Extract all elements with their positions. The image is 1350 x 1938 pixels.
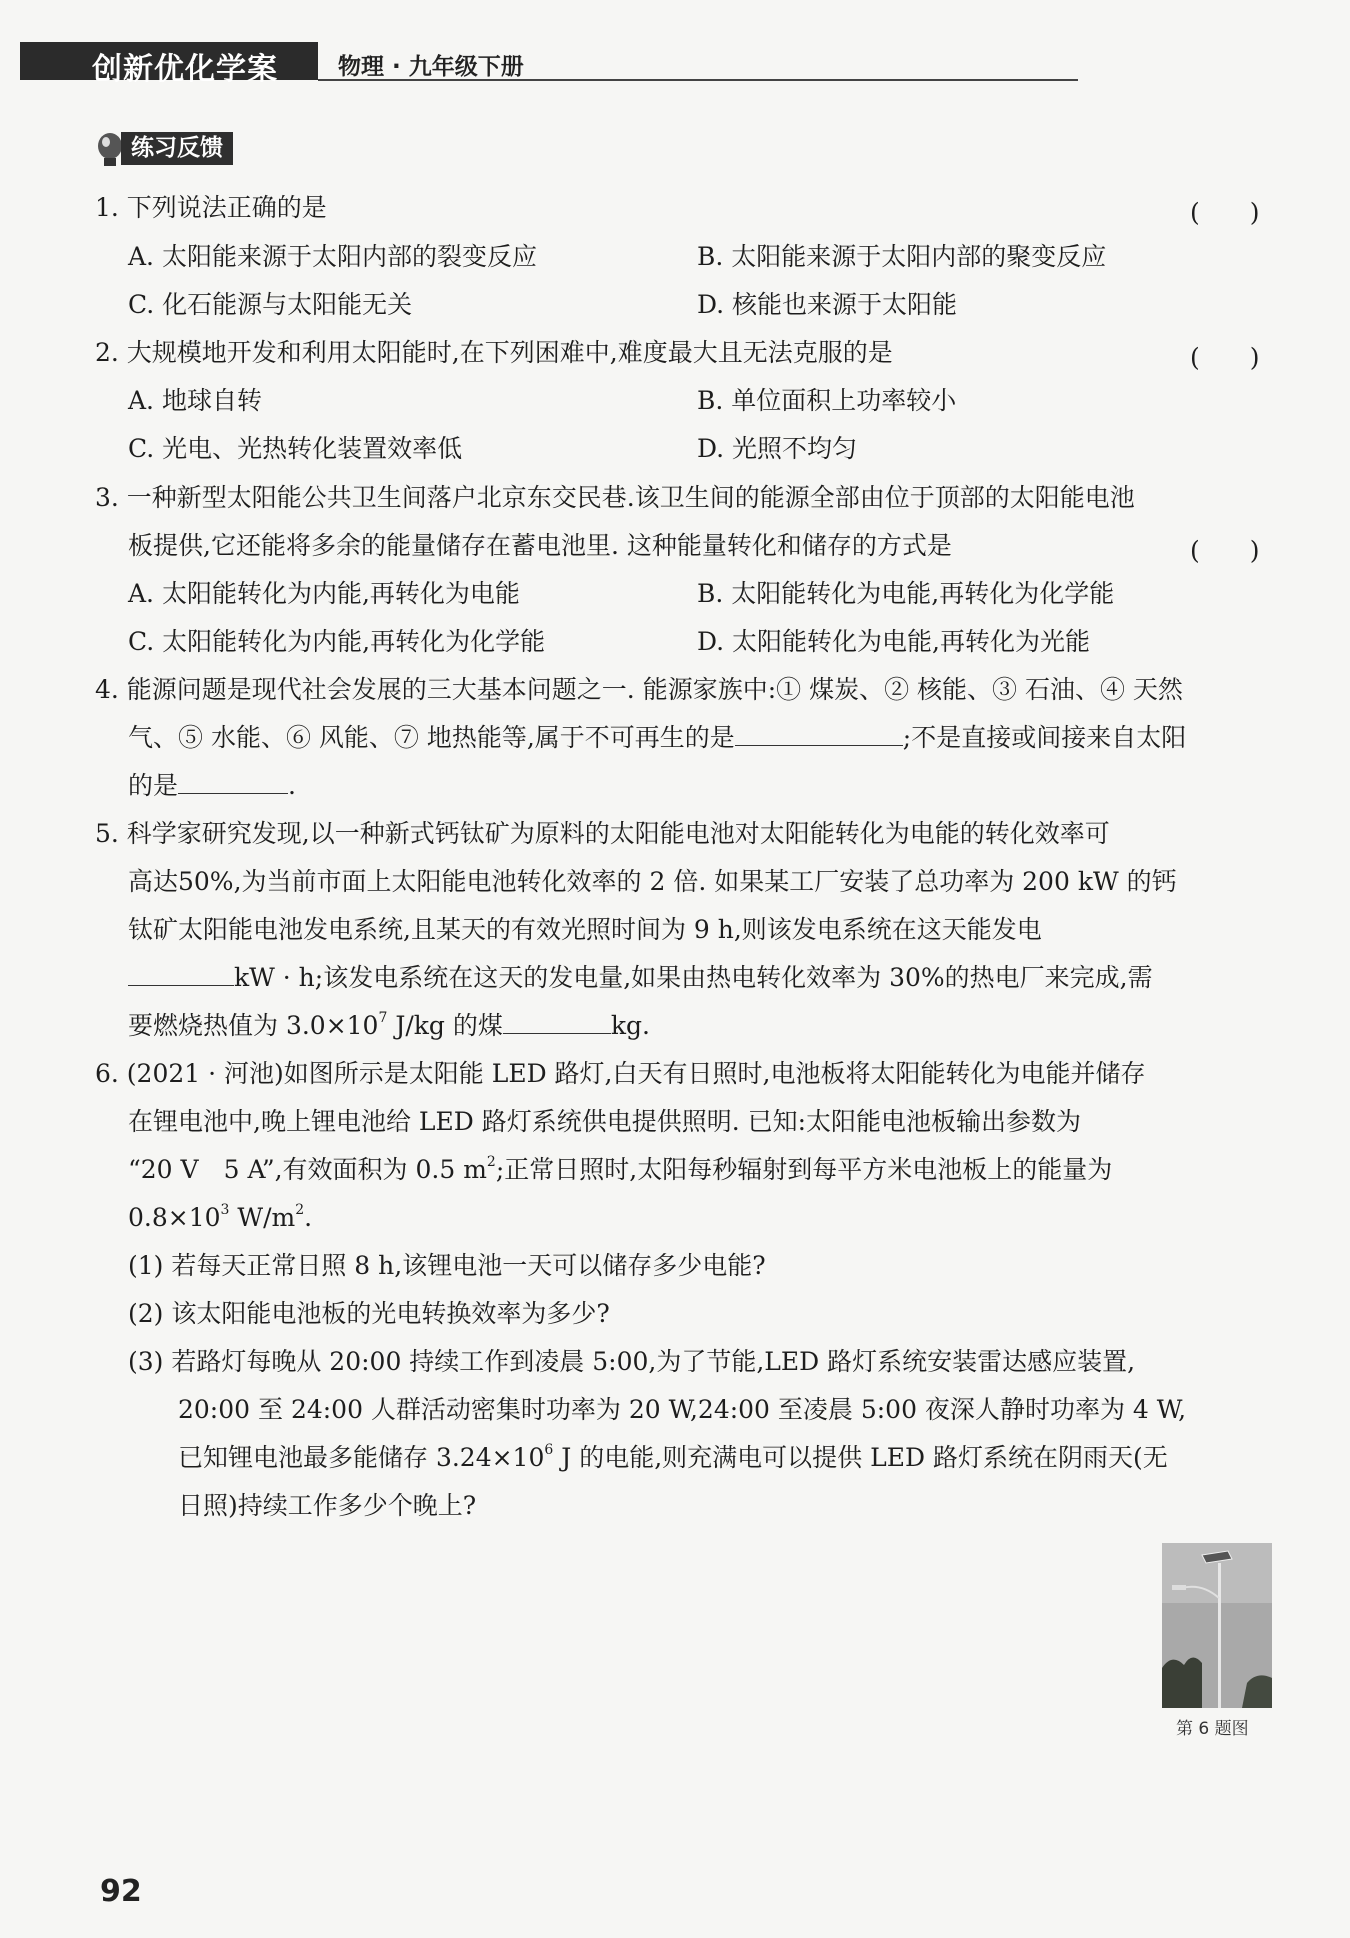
q4-blank-nonrenewable[interactable] (735, 723, 903, 746)
q6-line1: 6. (2021 · 河池)如图所示是太阳能 LED 路灯,白天有日照时,电池板将太阳能转化为电能并储存 (95, 1059, 1146, 1088)
q4-stem-line3 (128, 771, 296, 801)
q5-blank-coal[interactable] (503, 1011, 611, 1034)
q2-option-a: A. 地球自转 (128, 386, 262, 415)
q4-stem-line2 (128, 723, 1186, 753)
q6-line3-exponent: 2 (486, 1154, 496, 1170)
q3-option-b: B. 太阳能转化为电能,再转化为化学能 (697, 579, 1115, 608)
q2-stem: 2. 大规模地开发和利用太阳能时,在下列困难中,难度最大且无法克服的是 (95, 338, 893, 367)
q5-line5 (128, 1011, 650, 1041)
q6-sub3-line3-text-b: J 的电能,则充满电可以提供 LED 路灯系统在阴雨天(无 (553, 1443, 1168, 1472)
q5-line3: 钛矿太阳能电池发电系统,且某天的有效光照时间为 9 h,则该发电系统在这天能发电 (128, 915, 1042, 944)
q6-line4-text-c: . (304, 1203, 313, 1232)
q1-option-a: A. 太阳能来源于太阳内部的裂变反应 (128, 242, 537, 271)
q5-blank-energy[interactable] (128, 963, 234, 986)
q1-option-b: B. 太阳能来源于太阳内部的聚变反应 (697, 242, 1107, 271)
q6-sub3-line3-text-a: 已知锂电池最多能储存 3.24×10 (178, 1443, 545, 1472)
q5-line4-text: kW · h;该发电系统在这天的发电量,如果由热电转化效率为 30%的热电厂来完成,需 (234, 963, 1153, 992)
q6-sub3-line3 (178, 1443, 1168, 1473)
q5-line4 (128, 963, 1153, 993)
q6-line4-exponent: 3 (220, 1202, 230, 1218)
page-number: 92 (100, 1874, 142, 1909)
q6-line3 (128, 1155, 1112, 1185)
q6-line4-text-b: W/m (229, 1203, 296, 1232)
q6-line4-text-a: 0.8×10 (128, 1203, 221, 1232)
header (20, 42, 1040, 87)
header-rule (318, 79, 1078, 81)
q2-option-b: B. 单位面积上功率较小 (697, 386, 957, 415)
q3-stem-line1: 3. 一种新型太阳能公共卫生间落户北京东交民巷.该卫生间的能源全部由位于顶部的太阳能电池 (95, 483, 1135, 512)
q4-line3-text-b: . (288, 771, 296, 800)
q6-sub2: (2) 该太阳能电池板的光电转换效率为多少? (128, 1299, 610, 1328)
q2-option-c: C. 光电、光热转化装置效率低 (128, 434, 463, 463)
q4-stem-line1: 4. 能源问题是现代社会发展的三大基本问题之一. 能源家族中:① 煤炭、② 核能、③ 石油、④ 天然 (95, 675, 1183, 704)
q5-line2: 高达50%,为当前市面上太阳能电池转化效率的 2 倍. 如果某工厂安装了总功率为 200 kW 的钙 (128, 867, 1177, 896)
q6-sub1: (1) 若每天正常日照 8 h,该锂电池一天可以储存多少电能? (128, 1251, 766, 1280)
q3-option-a: A. 太阳能转化为内能,再转化为电能 (128, 579, 520, 608)
q3-option-c: C. 太阳能转化为内能,再转化为化学能 (128, 627, 546, 656)
q3-stem-line2: 板提供,它还能将多余的能量储存在蓄电池里. 这种能量转化和储存的方式是 (128, 531, 952, 560)
q1-stem: 1. 下列说法正确的是 (95, 193, 327, 222)
q4-line2-text-b: ;不是直接或间接来自太阳 (902, 723, 1187, 752)
q5-line5-exponent: 7 (378, 1010, 388, 1026)
book-title: 物理 · 九年级下册 (338, 54, 524, 80)
q6-sub3-line4: 日照)持续工作多少个晚上? (178, 1491, 477, 1520)
q2-answer-paren: ( ) (1190, 343, 1260, 372)
q5-line5-text-a: 要燃烧热值为 3.0×10 (128, 1011, 379, 1040)
q2-option-d: D. 光照不均匀 (697, 434, 858, 463)
q1-option-c: C. 化石能源与太阳能无关 (128, 290, 413, 319)
q3-answer-paren: ( ) (1190, 536, 1260, 565)
section-title: 练习反馈 (121, 132, 233, 165)
q6-sub3-line1: (3) 若路灯每晚从 20:00 持续工作到凌晨 5:00,为了节能,LED 路灯系统安装雷达感应装置, (128, 1347, 1136, 1376)
brand-title: 创新优化学案 (92, 52, 278, 87)
q1-option-d: D. 核能也来源于太阳能 (697, 290, 958, 319)
q6-line3-text-b: ;正常日照时,太阳每秒辐射到每平方米电池板上的能量为 (495, 1155, 1113, 1184)
street-light-photo (1162, 1543, 1272, 1708)
q5-line5-text-c: kg. (610, 1011, 650, 1040)
q5-line1: 5. 科学家研究发现,以一种新式钙钛矿为原料的太阳能电池对太阳能转化为电能的转化效率可 (95, 819, 1110, 848)
q4-blank-not-solar[interactable] (178, 771, 288, 794)
q6-line4-exponent2: 2 (295, 1202, 305, 1218)
q3-option-d: D. 太阳能转化为电能,再转化为光能 (697, 627, 1090, 656)
q1-answer-paren: ( ) (1190, 198, 1260, 227)
figure-caption: 第 6 题图 (1176, 1719, 1249, 1739)
q6-sub3-line2: 20:00 至 24:00 人群活动密集时功率为 20 W,24:00 至凌晨 5:00 夜深人静时功率为 4 W, (178, 1395, 1187, 1424)
q5-line5-text-b: J/kg 的煤 (387, 1011, 503, 1040)
q6-line2: 在锂电池中,晚上锂电池给 LED 路灯系统供电提供照明. 已知:太阳能电池板输出参数为 (128, 1107, 1082, 1136)
q4-line3-text-a: 的是 (128, 771, 179, 800)
q6-line4 (128, 1203, 312, 1233)
q6-line3-text-a: “20 V 5 A”,有效面积为 0.5 m (128, 1155, 487, 1184)
solar-street-light-image (1162, 1543, 1272, 1708)
q4-line2-text-a: 气、⑤ 水能、⑥ 风能、⑦ 地热能等,属于不可再生的是 (128, 723, 735, 752)
q6-sub3-line3-exponent: 6 (544, 1442, 554, 1458)
